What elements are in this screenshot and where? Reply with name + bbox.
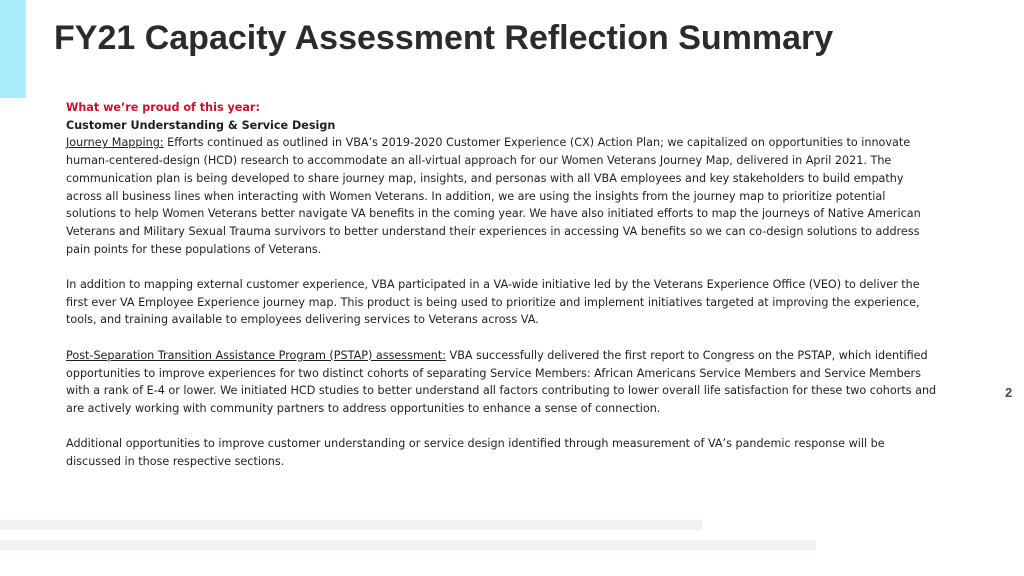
footer-bar xyxy=(0,540,816,550)
proud-heading: What we’re proud of this year: xyxy=(66,101,260,114)
accent-bar xyxy=(0,0,26,98)
pstap-text: VBA successfully delivered the first report to Congress on the PSTAP, which identified opportunities to improve experiences for two distinct cohorts of separating Service Members: African Americans Service Members and Service Members with a rank of E-4 or lower. We initiated HCD studies to better understand all factors contributing to lower overall life satisfaction for these two cohorts and are actively working with community partners to address opportunities to enhance a sense of connection. xyxy=(66,348,937,415)
pstap-paragraph xyxy=(66,347,938,418)
journey-mapping-lead: Journey Mapping: xyxy=(66,136,164,150)
section-heading: Customer Understanding & Service Design xyxy=(66,118,336,132)
page-number: 2 xyxy=(1005,385,1013,400)
page-title: FY21 Capacity Assessment Reflection Summary xyxy=(54,19,834,57)
employee-experience-paragraph: In addition to mapping external customer experience, VBA participated in a VA-wide initiative led by the Veterans Experience Office (VEO) to deliver the first ever VA Employee Experience journey map. This product is being used to prioritize and implement initiatives targeted at improving the experience, tools, and training available to employees delivering services to Veterans across VA. xyxy=(66,278,920,327)
footer-bar xyxy=(0,520,702,530)
pstap-lead: Post-Separation Transition Assistance Program (PSTAP) assessment: xyxy=(66,348,446,362)
additional-opportunities-paragraph: Additional opportunities to improve customer understanding or service design identified through measurement of VA’s pandemic response will be discussed in those respective sections. xyxy=(66,437,885,469)
journey-mapping-text: Efforts continued as outlined in VBA’s 2019-2020 Customer Experience (CX) Action Plan; we capitalized on opportunities to innovate human-centered-design (HCD) research to accommodate an all-virtual approach for our Women Veterans Journey Map, delivered in April 2021. The communication plan is being developed to share journey map, insights, and personas with all VBA employees and key stakeholders to build empathy across all business lines when interacting with Women Veterans. In addition, we are using the insights from the journey map to prioritize potential solutions to help Women Veterans better navigate VA benefits in the coming year. We have also initiated efforts to map the journeys of Native American Veterans and Military Sexual Trauma survivors to better understand their experiences in accessing VA benefits so we can co-design solutions to address pain points for these populations of Veterans. xyxy=(66,136,921,256)
journey-mapping-paragraph xyxy=(66,134,938,258)
body-text xyxy=(66,99,938,471)
